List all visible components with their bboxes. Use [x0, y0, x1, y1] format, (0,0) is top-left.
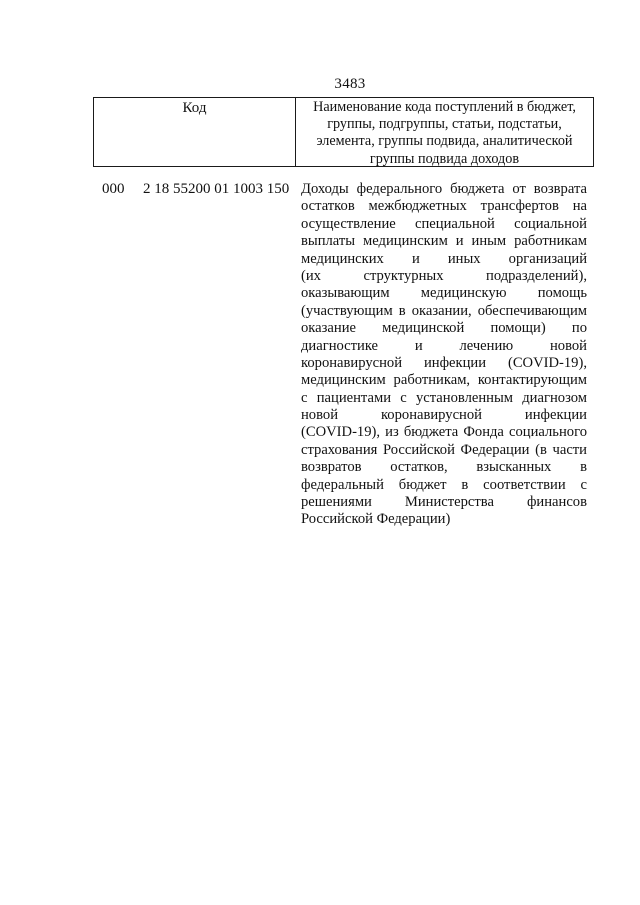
header-name-cell	[296, 98, 593, 166]
header-name-line: элемента, группы подвида, аналитической	[316, 133, 573, 150]
description-line: оказание медицинской помощи) по	[301, 320, 587, 337]
description-line: осуществление специальной социальной	[301, 215, 587, 232]
description-line: возвратов остатков, взысканных в	[301, 459, 587, 476]
description-line: федеральный бюджет в соответствии с	[301, 476, 587, 493]
table-header	[93, 97, 594, 167]
description-line: оказывающим медицинскую помощь	[301, 285, 587, 302]
description-line: коронавирусной инфекции (COVID-19),	[301, 354, 587, 371]
description-line: решениями Министерства финансов	[301, 494, 587, 511]
description-line: медицинских и иных организаций	[301, 250, 587, 267]
header-code-cell	[94, 98, 296, 166]
page-number: 3483	[334, 76, 366, 92]
income-code: 2 18 55200 01 1003 150	[143, 181, 290, 197]
admin-code: 000	[102, 181, 125, 197]
description-line: новой коронавирусной инфекции	[301, 407, 587, 424]
description-line: диагностике и лечению новой	[301, 337, 587, 354]
header-code-label: Код	[182, 100, 207, 116]
description-line: медицинским работникам, контактирующим	[301, 372, 587, 389]
header-name-line: группы, подгруппы, статьи, подстатьи,	[327, 116, 562, 133]
income-description	[301, 181, 587, 529]
description-line: (COVID-19), из бюджета Фонда социального	[301, 424, 587, 441]
description-line: страхования Российской Федерации (в части	[301, 441, 587, 458]
header-name-line: группы подвида доходов	[369, 150, 520, 167]
description-line: Доходы федерального бюджета от возврата	[301, 181, 587, 197]
description-line: остатков межбюджетных трансфертов на	[301, 198, 587, 215]
description-line: Российской Федерации)	[301, 511, 451, 528]
header-name-line: Наименование кода поступлений в бюджет,	[313, 99, 576, 115]
description-line: (их структурных подразделений),	[301, 267, 587, 284]
description-line: (участвующим в оказании, обеспечивающим	[301, 302, 587, 319]
description-line: выплаты медицинским и иным работникам	[301, 233, 587, 250]
description-line: с пациентами с установленным диагнозом	[301, 389, 587, 406]
